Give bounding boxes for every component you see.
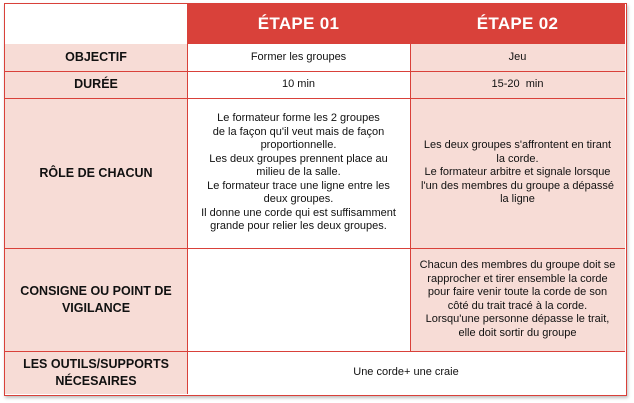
- duree-stage-1-text: 10 min: [281, 77, 316, 90]
- grid-hline-4: [5, 351, 625, 352]
- grid-vline-2: [410, 44, 411, 351]
- objectif-stage-1-text: Former les groupes: [250, 50, 347, 63]
- row-label-duree-text: DURÉE: [74, 77, 118, 91]
- header-stage-1-label: ÉTAPE 01: [257, 14, 340, 33]
- row-label-objectif: [5, 44, 187, 71]
- role-stage-2-text: Les deux groupes s'affrontent en tirant la corde. Le formateur arbitre et signale lorsque l'un des membres du groupe a dépassé la ligne: [421, 139, 614, 206]
- role-stage-1-text: Le formateur forme les 2 groupes de la façon qu'il veut mais de façon proportionnelle. Les deux groupes prennent place au milieu de la salle. Le formateur trace une ligne entre les deux groupes. Il donne une corde qui est suffisamment grande pour relier les deux groupes.: [201, 112, 396, 233]
- header-stage-2-label: ÉTAPE 02: [476, 14, 559, 33]
- objectif-stage-2: [410, 44, 625, 71]
- grid-vline-1: [187, 4, 188, 394]
- row-label-outils: [5, 351, 187, 394]
- consigne-stage-2-text: Chacun des membres du groupe doit se rapprocher et tirer ensemble la corde pour faire venir toute la corde de son côté du trait tracé à la corde. Lorsqu'une personne dépasse le trait, elle doit sortir du groupe: [419, 259, 616, 339]
- outils-merged-text: Une corde+ une craie: [353, 365, 459, 378]
- outils-merged: [187, 351, 625, 394]
- row-label-objectif-text: OBJECTIF: [65, 50, 127, 64]
- row-label-role: [5, 98, 187, 248]
- grid-hline-1: [5, 71, 625, 72]
- consigne-stage-2: [410, 248, 625, 351]
- duree-stage-1: [187, 71, 410, 98]
- header-stage-1: [187, 4, 410, 44]
- row-label-role-text: RÔLE DE CHACUN: [39, 165, 153, 180]
- objectif-stage-2-text: Jeu: [508, 50, 527, 63]
- duree-stage-2: [410, 71, 625, 98]
- activity-table: [4, 3, 627, 396]
- header-stage-2: [410, 4, 625, 44]
- duree-stage-2-text: 15-20 min: [491, 77, 544, 90]
- grid-hline-3: [5, 248, 625, 249]
- objectif-stage-1: [187, 44, 410, 71]
- header-corner: [5, 4, 187, 44]
- row-label-consigne-text: CONSIGNE OU POINT DE VIGILANCE: [20, 283, 172, 315]
- row-label-consigne: [5, 248, 187, 351]
- role-stage-2: [410, 98, 625, 248]
- role-stage-1: [187, 98, 410, 248]
- row-label-outils-text: LES OUTILS/SUPPORTS NÉCESAIRES: [23, 356, 169, 388]
- row-label-duree: [5, 71, 187, 98]
- consigne-stage-1: [187, 248, 410, 351]
- grid-hline-2: [5, 98, 625, 99]
